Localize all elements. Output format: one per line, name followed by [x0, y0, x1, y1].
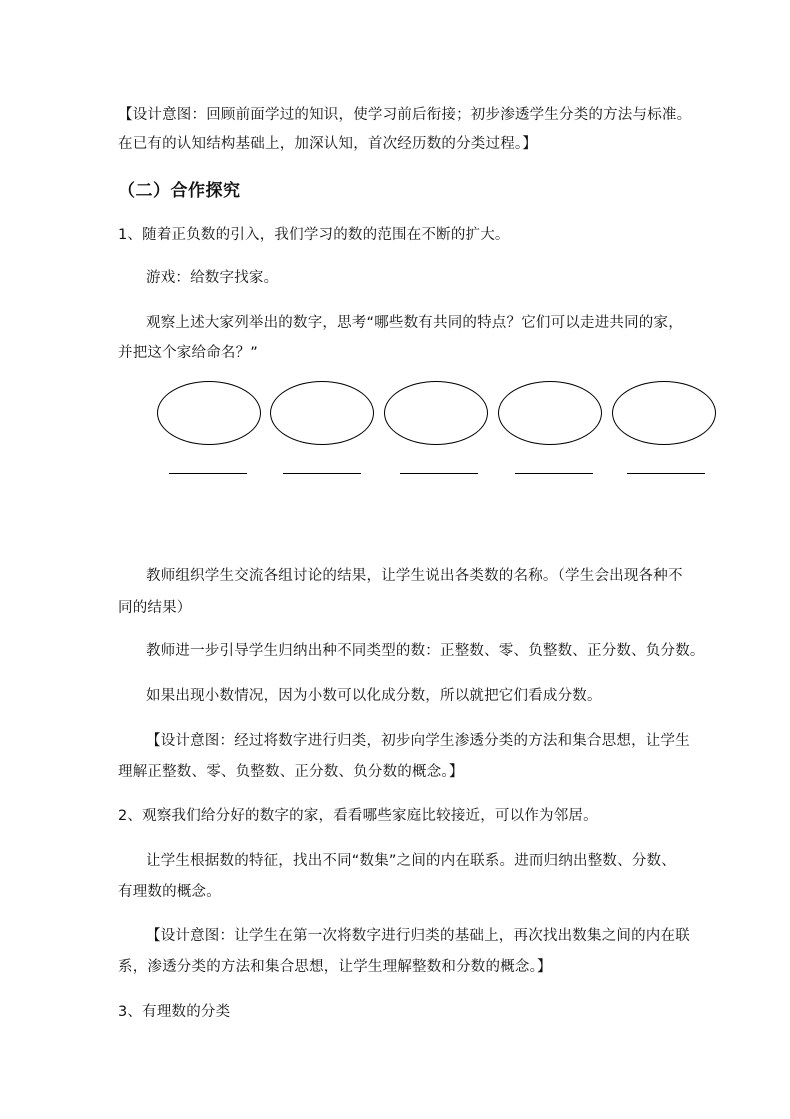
item-3-text: 3、有理数的分类 [118, 1004, 231, 1020]
design-intent-3-line-1: 【设计意图：让学生在第一次将数字进行归类的基础上，再次找出数集之间的内在联 [146, 928, 690, 944]
home-name-blank-4 [515, 473, 593, 474]
section-heading: （二）合作探究 [118, 181, 241, 201]
teacher-discussion-line-2: 同的结果） [118, 600, 192, 616]
decimal-text: 如果出现小数情况，因为小数可以化成分数，所以就把它们看成分数。 [146, 688, 602, 704]
design-intent-1-line-1: 【设计意图：回顾前面学过的知识，使学习前后衔接；初步渗透学生分类的方法与标准。 [118, 107, 692, 123]
item-2-text: 2、观察我们给分好的数字的家，看看哪些家庭比较接近，可以作为邻居。 [118, 808, 598, 824]
number-home-ellipse-4 [498, 381, 602, 445]
item-1-text: 1、随着正负数的引入，我们学习的数的范围在不断的扩大。 [118, 227, 510, 243]
number-home-ellipse-1 [157, 381, 261, 445]
number-home-ellipse-5 [612, 381, 716, 445]
home-name-blank-5 [627, 473, 705, 474]
teacher-guidance-text: 教师进一步引导学生归纳出种不同类型的数：正整数、零、负整数、正分数、负分数。 [146, 643, 705, 659]
observe-text-line-1: 观察上述大家列举出的数字，思考“哪些数有共同的特点？它们可以走进共同的家， [146, 315, 683, 331]
observe-text-line-2: 并把这个家给命名？” [118, 345, 259, 361]
feature-text-line-1: 让学生根据数的特征，找出不同“数集”之间的内在联系。进而归纳出整数、分数、 [146, 853, 676, 869]
home-name-blank-1 [169, 473, 247, 474]
number-home-ellipse-2 [270, 381, 374, 445]
teacher-discussion-line-1: 教师组织学生交流各组讨论的结果，让学生说出各类数的名称。（学生会出现各种不 [146, 568, 683, 584]
design-intent-2-line-1: 【设计意图：经过将数字进行归类，初步向学生渗透分类的方法和集合思想，让学生 [146, 733, 690, 749]
home-name-blank-3 [400, 473, 478, 474]
design-intent-1-line-2: 在已有的认知结构基础上，加深认知，首次经历数的分类过程。】 [118, 136, 538, 152]
design-intent-2-line-2: 理解正整数、零、负整数、正分数、负分数的概念。】 [118, 764, 464, 780]
home-name-blank-2 [283, 473, 361, 474]
design-intent-3-line-2: 系，渗透分类的方法和集合思想，让学生理解整数和分数的概念。】 [118, 959, 552, 975]
game-text: 游戏：给数字找家。 [146, 270, 279, 286]
feature-text-line-2: 有理数的概念。 [118, 884, 221, 900]
number-home-ellipse-3 [384, 381, 488, 445]
